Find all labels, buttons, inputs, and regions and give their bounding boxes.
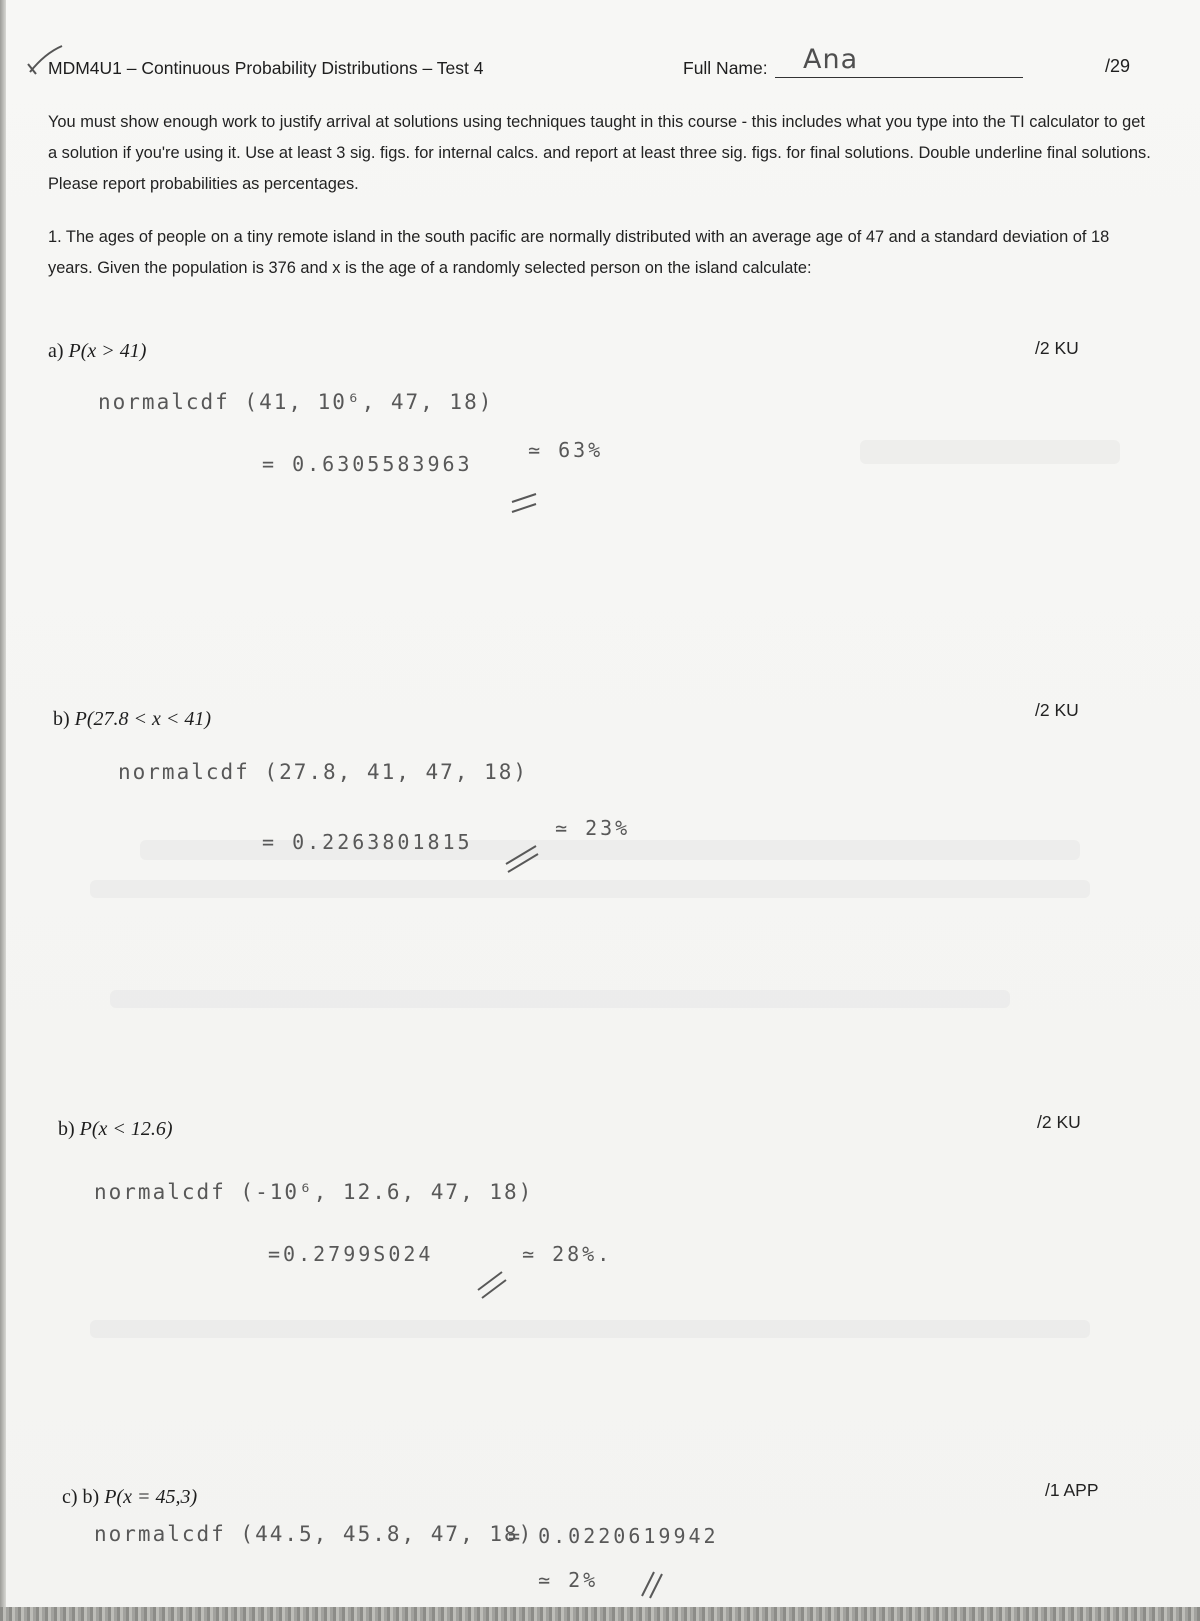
part-c-result: = 0.0220619942	[508, 1524, 719, 1548]
scan-bottom-edge	[0, 1607, 1200, 1621]
part-b2-approx: ≃ 28%.	[522, 1242, 613, 1266]
double-underline-icon	[500, 838, 544, 874]
part-a-approx: ≃ 63%	[528, 438, 604, 462]
name-underline	[775, 77, 1023, 78]
scan-left-edge	[0, 0, 6, 1621]
part-b-marks: /2 KU	[1035, 700, 1079, 720]
test-title: MDM4U1 – Continuous Probability Distributions – Test 4	[48, 58, 484, 78]
question-1-intro: 1. The ages of people on a tiny remote island in the south pacific are normally distributed with an average age of 47 and a standard deviation of 18 years. Given the population is 376 and x is the age of a randomly selected person on the island calculate:	[48, 228, 1110, 277]
part-b-approx: ≃ 23%	[555, 816, 631, 840]
bleed-through-mark	[90, 880, 1090, 898]
part-b2-expression: P(x < 12.6)	[79, 1118, 173, 1140]
total-marks: /29	[1105, 56, 1131, 76]
double-underline-icon	[472, 1264, 512, 1300]
student-name: Ana	[803, 44, 859, 75]
part-a-result: = 0.6305583963	[262, 452, 473, 476]
bleed-through-mark	[860, 440, 1120, 464]
instructions-text: You must show enough work to justify arrival at solutions using techniques taught in this course - this includes what you type into the TI calculator to get a solution if you're using it. Use at least 3 sig. figs. for internal calcs. and report at least three sig. figs. for final solutions. Double underline final solutions. Please report probabilities as percentages.	[48, 113, 1151, 193]
part-a-work: normalcdf (41, 10⁶, 47, 18)	[98, 390, 494, 414]
part-c-approx: ≃ 2%	[538, 1568, 599, 1592]
part-b2-result: =0.2799S024	[268, 1242, 434, 1266]
double-underline-icon	[508, 488, 542, 516]
part-b2-marks: /2 KU	[1037, 1112, 1081, 1132]
part-a-label: a) P(x > 41)	[48, 340, 147, 362]
part-c-work: normalcdf (44.5, 45.8, 47, 18)	[94, 1522, 534, 1546]
part-b2-work: normalcdf (-10⁶, 12.6, 47, 18)	[94, 1180, 534, 1204]
part-c-marks: /1 APP	[1045, 1480, 1099, 1500]
bleed-through-mark	[90, 1320, 1090, 1338]
part-b-expression: P(27.8 < x < 41)	[74, 708, 212, 730]
part-a-marks: /2 KU	[1035, 338, 1079, 358]
part-c-expression: P(x = 45,3)	[104, 1486, 198, 1508]
full-name-label: Full Name:	[683, 58, 768, 78]
part-b-result: = 0.2263801815	[262, 830, 473, 854]
part-b2-label: b) P(x < 12.6)	[58, 1118, 173, 1140]
part-b-label: b) P(27.8 < x < 41)	[53, 708, 212, 730]
double-underline-icon	[638, 1566, 668, 1600]
bleed-through-mark	[110, 990, 1010, 1008]
part-b-work: normalcdf (27.8, 41, 47, 18)	[118, 760, 529, 784]
part-c-label: c) b) P(x = 45,3)	[62, 1486, 198, 1508]
part-a-expression: P(x > 41)	[68, 340, 147, 362]
